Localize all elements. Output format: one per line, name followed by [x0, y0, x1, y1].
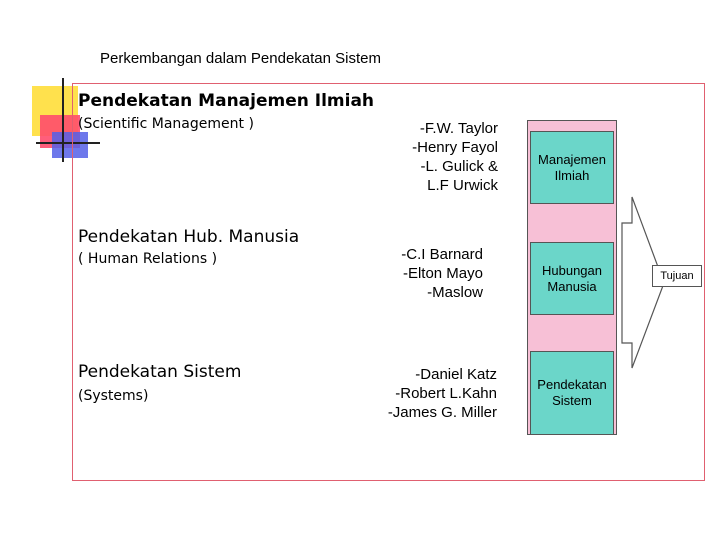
stage-box-systems [530, 351, 614, 435]
approach-heading-human-relations: Pendekatan Hub. Manusia [78, 227, 300, 247]
approach-subtitle-scientific: (Scientific Management ) [78, 116, 254, 132]
approach-subtitle-systems: (Systems) [78, 388, 149, 404]
goal-box [652, 265, 702, 287]
slide-title: Perkembangan dalam Pendekatan Sistem [100, 50, 382, 67]
goal-label: Tujuan [660, 270, 694, 282]
decor-vertical-line [62, 78, 64, 162]
stage-box-scientific [530, 131, 614, 204]
stage-label-systems: Pendekatan Sistem [537, 377, 607, 408]
approach-heading-scientific: Pendekatan Manajemen Ilmiah [78, 91, 375, 111]
stage-label-scientific: Manajemen Ilmiah [538, 151, 606, 183]
approach-subtitle-human-relations: ( Human Relations ) [78, 251, 218, 267]
people-list-systems: -Daniel Katz -Robert L.Kahn -James G. Miller [387, 366, 497, 421]
people-list-human-relations: -C.I Barnard -Elton Mayo -Maslow [401, 246, 483, 301]
approach-heading-systems: Pendekatan Sistem [78, 362, 242, 382]
people-list-scientific: -F.W. Taylor -Henry Fayol -L. Gulick & L.F Urwick [412, 120, 498, 194]
stage-label-human-relations: Hubungan Manusia [542, 262, 602, 294]
stage-box-human-relations [530, 242, 614, 315]
